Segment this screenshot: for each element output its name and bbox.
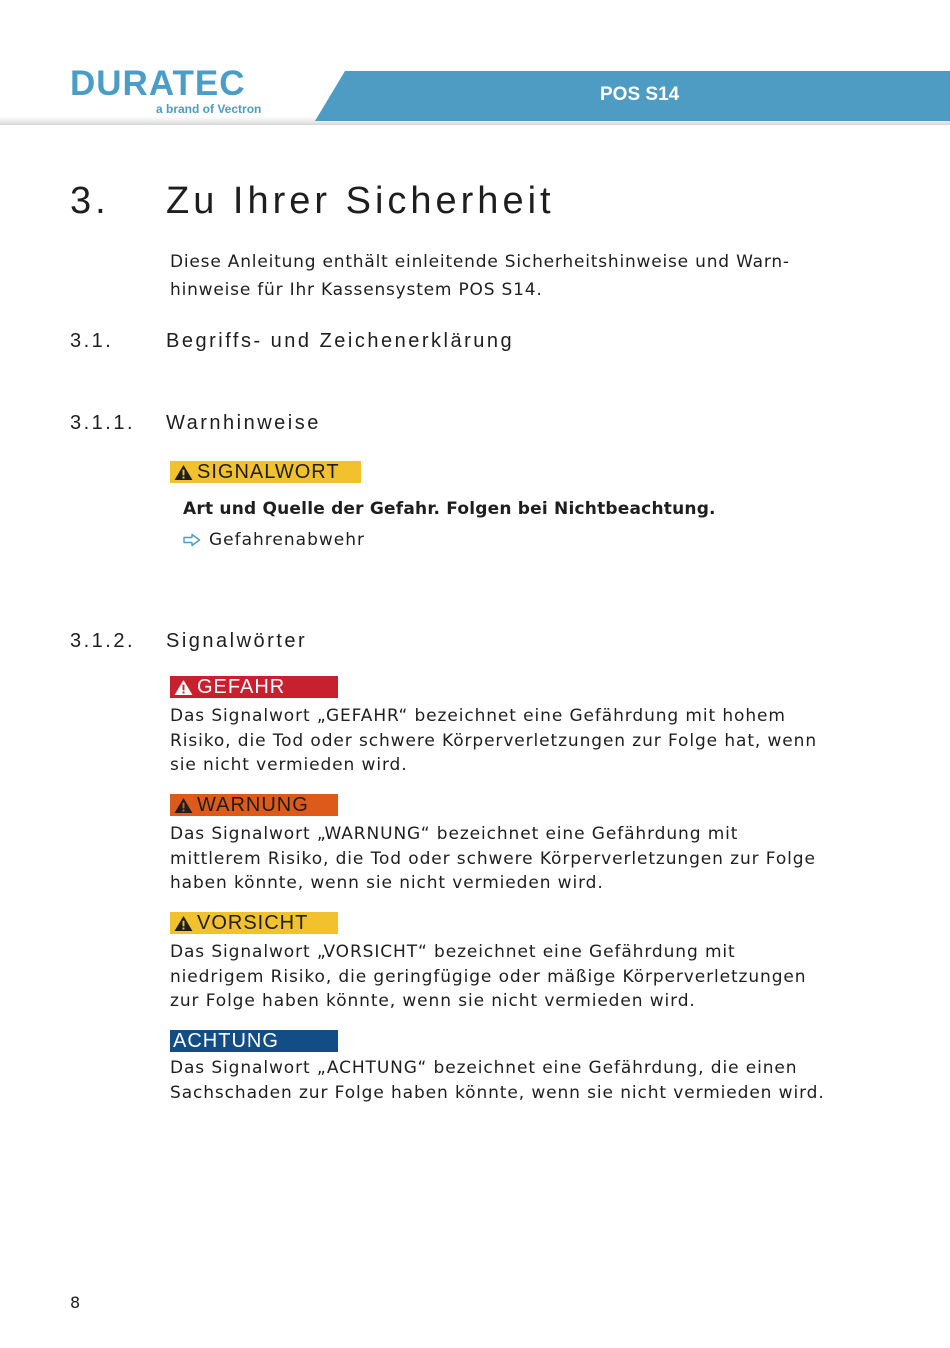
warning-triangle-icon	[174, 797, 193, 814]
product-model: POS S14	[600, 84, 680, 105]
warning-triangle-icon	[174, 915, 193, 932]
badge-label: VORSICHT	[197, 912, 309, 934]
signalwort-badge	[170, 461, 361, 483]
gefahr-description	[170, 704, 830, 778]
arrow-right-icon	[183, 533, 201, 547]
text-line: Sachschaden zur Folge haben könnte, wenn sie nicht vermieden wird.	[170, 1082, 825, 1103]
text-line: sie nicht vermieden wird.	[170, 755, 408, 775]
badge-label: WARNUNG	[197, 794, 309, 816]
text-line: Das Signalwort „WARNUNG“ bezeichnet eine Gefährdung mit	[170, 824, 739, 844]
chapter-number: 3.	[70, 180, 110, 222]
badge-label: ACHTUNG	[173, 1030, 279, 1052]
subsection-number: 3.1.2.	[70, 630, 136, 652]
warnung-badge	[170, 794, 338, 816]
gefahr-badge	[170, 676, 338, 698]
warning-triangle-icon	[174, 679, 193, 696]
vorsicht-badge	[170, 912, 338, 934]
text-line: zur Folge haben könnte, wenn sie nicht vermieden wird.	[170, 991, 696, 1011]
text-line: niedrigem Risiko, die geringfügige oder mäßige Körperverletzungen	[170, 966, 807, 987]
warnung-description	[170, 822, 830, 896]
logo-wordmark: DURATEC	[70, 64, 246, 103]
logo-tagline: a brand of Vectron	[156, 102, 262, 116]
text-line: Das Signalwort „GEFAHR“ bezeichnet eine Gefährdung mit hohem	[170, 706, 786, 726]
achtung-badge	[170, 1030, 338, 1052]
section-number: 3.1.	[70, 330, 114, 352]
intro-line: hinweise für Ihr Kassensystem POS S14.	[170, 280, 543, 300]
action-text: Gefahrenabwehr	[209, 530, 365, 550]
subsection-number: 3.1.1.	[70, 412, 136, 434]
hazard-action	[183, 530, 365, 550]
hazard-description: Art und Quelle der Gefahr. Folgen bei Nichtbeachtung.	[183, 499, 716, 519]
page-header	[0, 0, 950, 125]
text-line: Das Signalwort „ACHTUNG“ bezeichnet eine Gefährdung, die einen	[170, 1058, 798, 1078]
badge-label: SIGNALWORT	[197, 461, 340, 483]
chapter-intro	[170, 248, 830, 304]
vorsicht-description	[170, 940, 830, 1014]
chapter-title: Zu Ihrer Sicherheit	[166, 180, 555, 222]
badge-label: GEFAHR	[197, 676, 286, 698]
duratec-logo	[70, 66, 300, 122]
subsection-title: Warnhinweise	[166, 412, 321, 434]
text-line: haben könnte, wenn sie nicht vermieden wird.	[170, 873, 604, 893]
page-number: 8	[70, 1293, 81, 1312]
text-line: mittlerem Risiko, die Tod oder schwere Körperverletzungen zur Folge	[170, 848, 816, 869]
warning-triangle-icon	[174, 464, 193, 481]
text-line: Das Signalwort „VORSICHT“ bezeichnet eine Gefährdung mit	[170, 942, 736, 962]
subsection-title: Signalwörter	[166, 630, 308, 652]
section-title: Begriffs- und Zeichenerklärung	[166, 330, 515, 352]
text-line: Risiko, die Tod oder schwere Körperverletzungen zur Folge hat, wenn	[170, 730, 817, 751]
achtung-description	[170, 1056, 830, 1105]
intro-line: Diese Anleitung enthält einleitende Sicherheitshinweise und Warn-	[170, 252, 790, 272]
